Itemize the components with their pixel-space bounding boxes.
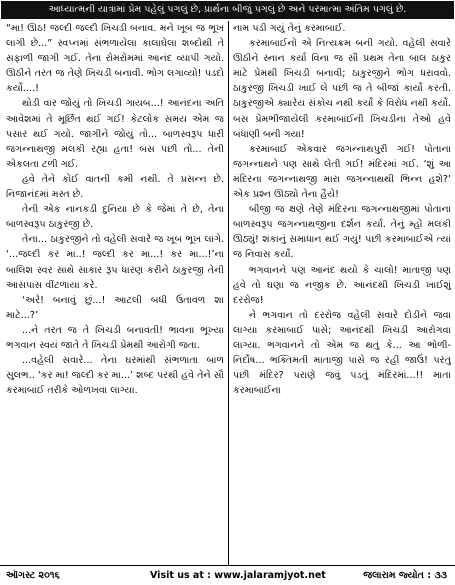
paragraph: થોડી વાર જોયું તો ખિચડી ગાયબ...! આનંદના અતિ આવેશમાં તે મૂર્છિત થઈ ગઈ! કેટલોક સમય એમ જ પસાર થઈ ગયો. જાગીને જોયું તો... બાળસ્વરૂપ ધારી જગન્નાથજી મલકી રહ્યા હતા! બસ પછી તો... તેની એકલતા ટળી ગઈ. <box>6 98 224 170</box>
magazine-page-number: જલારામ જ્યોત : ૩૩ <box>363 570 447 581</box>
paragraph: ...વહેલી સવારે... તેના ઘરમાંથી સંભળાતા બાળ સુલભ.. ‘કર મા! જલ્દી કર મા...’ શબ્દ પરથી હવે તેને સૌ કરમાબાઈ તરીકે ઓળખવા લાગ્યા. <box>6 355 224 397</box>
left-column <box>6 21 224 565</box>
issue-date: ઑગસ્ટ ૨૦૧૬ <box>6 570 60 581</box>
paragraph: “મા! ઊઠ! જલ્દી જલ્દી ખિચડી બનાવ. મને ખૂબ જ ભૂખ લાગી છે...” સ્વપ્નમાં સંભળાયેલા કાલાઘેલા શબ્દોથી તે સફાળી જાગી ગઈ. તેના રોમરોમમાં આનંદ વ્યાપી ગયો. ઊઠીને તરત જ તેણે ખિચડી બનાવી. ભોગ લગાવ્યો! પડદો કર્યો....! <box>6 23 224 95</box>
paragraph: તેની એક નાનકડી દુનિયા છે કે જેમાં તે છે, તેના બાળસ્વરૂપ ઠાકુરજી છે. <box>6 204 224 231</box>
paragraph: નામ પડી ગયું તેનું કરમાબાઈ. <box>233 23 346 34</box>
article-body <box>4 21 451 565</box>
page-footer <box>0 565 455 585</box>
paragraph: હવે તેને કોઈ વાતની કમી નથી. તે પ્રસન્ન છે. નિજાનંદમાં મસ્ત છે. <box>6 173 224 201</box>
paragraph: ‘અરે! બનાવું છું...! આટલી બધી ઉતાવળ શા માટે...?’ <box>6 294 224 321</box>
paragraph: કરમાબાઈનો એ નિત્યક્રમ બની ગયો. વહેલી સવારે ઊઠીને સ્નાન કર્યા વિના જ સૌ પ્રથમ તેના બાલ ઠાકુર માટે પ્રેમથી ખિચડી બનાવી; ઠાકુરજીને ભોગ ધરાવવો. ઠાકુરજી ખિચડી ખાઈ લે પછી જ તે બીજાં કાર્યો કરતી. ઠાકુરજીએ ક્યારેય સંકોચ નથી કર્યો કે વિરોધ નથી કર્યો. બસ પ્રેમભીંજાયેલી કરમાબાઈની ખિચડીના તેઓ હવે બંધાણી બની ગયા! <box>233 38 451 140</box>
quote-banner: આધ્યાત્મની યાત્રામાં પ્રેમ પહેલું પગલું છે, પ્રાર્થના બીજું પગલું છે અને પરમાત્મા અંતિમ પગલું છે. <box>1 1 454 19</box>
paragraph: તેના... ઠાકુરજીને તો વહેલી સવારે જ ખૂબ ભૂખ લાગે. ‘...જલ્દી કર મા..! જલ્દી કર મા...! કર મા...!’ના બાલિશ સ્વર સાથે સાકાર રૂપ ધારણ કરીને ઠાકુરજી તેની આસપાસ વીંટળાયા કરે. <box>6 234 224 291</box>
paragraph: ભગવાનને પણ આનંદ થયો કે ચાલો! માતાજી પણ હવે તો ઘણા જ નજીક છે. આનંદથી ખિચડી ખાઈશું દરરોજ! <box>233 264 451 306</box>
paragraph: બીજી જ ક્ષણે તેણે મંદિરના જગન્નાથજીમાં પોતાના બાળસ્વરૂપ જગન્નાથજીના દર્શન કર્યાં. તેનું મ્હોં મલકી ઊઠ્યું! શંકાનું સમાધાન થઈ ગયું! પછી કરમાબાઈએ ત્યાં જ નિવાસ કર્યો. <box>233 204 451 261</box>
paragraph: કરમાબાઈ એકવાર જગન્નાથપુરી ગઈ! પોતાના જગન્નાથને પણ સાથે લેતી ગઈ! મંદિરમાં ગઈ. ‘શું આ મંદિરના જગન્નાથજી મારા જગન્નાથથી ભિન્ન હશે?’ એક પ્રશ્ન ઊઠ્યો તેના હૈયે! <box>233 143 451 201</box>
paragraph: ને ભગવાન તો દરરોજ વહેલી સવારે દોડીને જવા લાગ્યા કરમાબાઈ પાસે; આનંદથી ખિચડી આરોગવા લાગ્યા. ભગવાનને તો એમ જ થતું કે... આ ભોળી-નિર્દોષ... ભક્તિમતી માતાજી પાસે જ રહી જાઉં! પરંતુ પછી મંદિર? પરાણે જવું પડતું મંદિરમાં...!! માતા કરમાબાઈના <box>233 309 451 397</box>
column-divider <box>228 21 229 565</box>
right-column <box>233 21 451 565</box>
website-link[interactable]: Visit us at : www.jalaramjyot.net <box>150 570 326 581</box>
paragraph: ...ને તરત જ તે ખિચડી બનાવતી! ભાવના ભૂખ્યા ભગવાન સ્વયં જાતે તે ખિચડી પ્રેમથી આરોગી જતા. <box>6 324 224 351</box>
